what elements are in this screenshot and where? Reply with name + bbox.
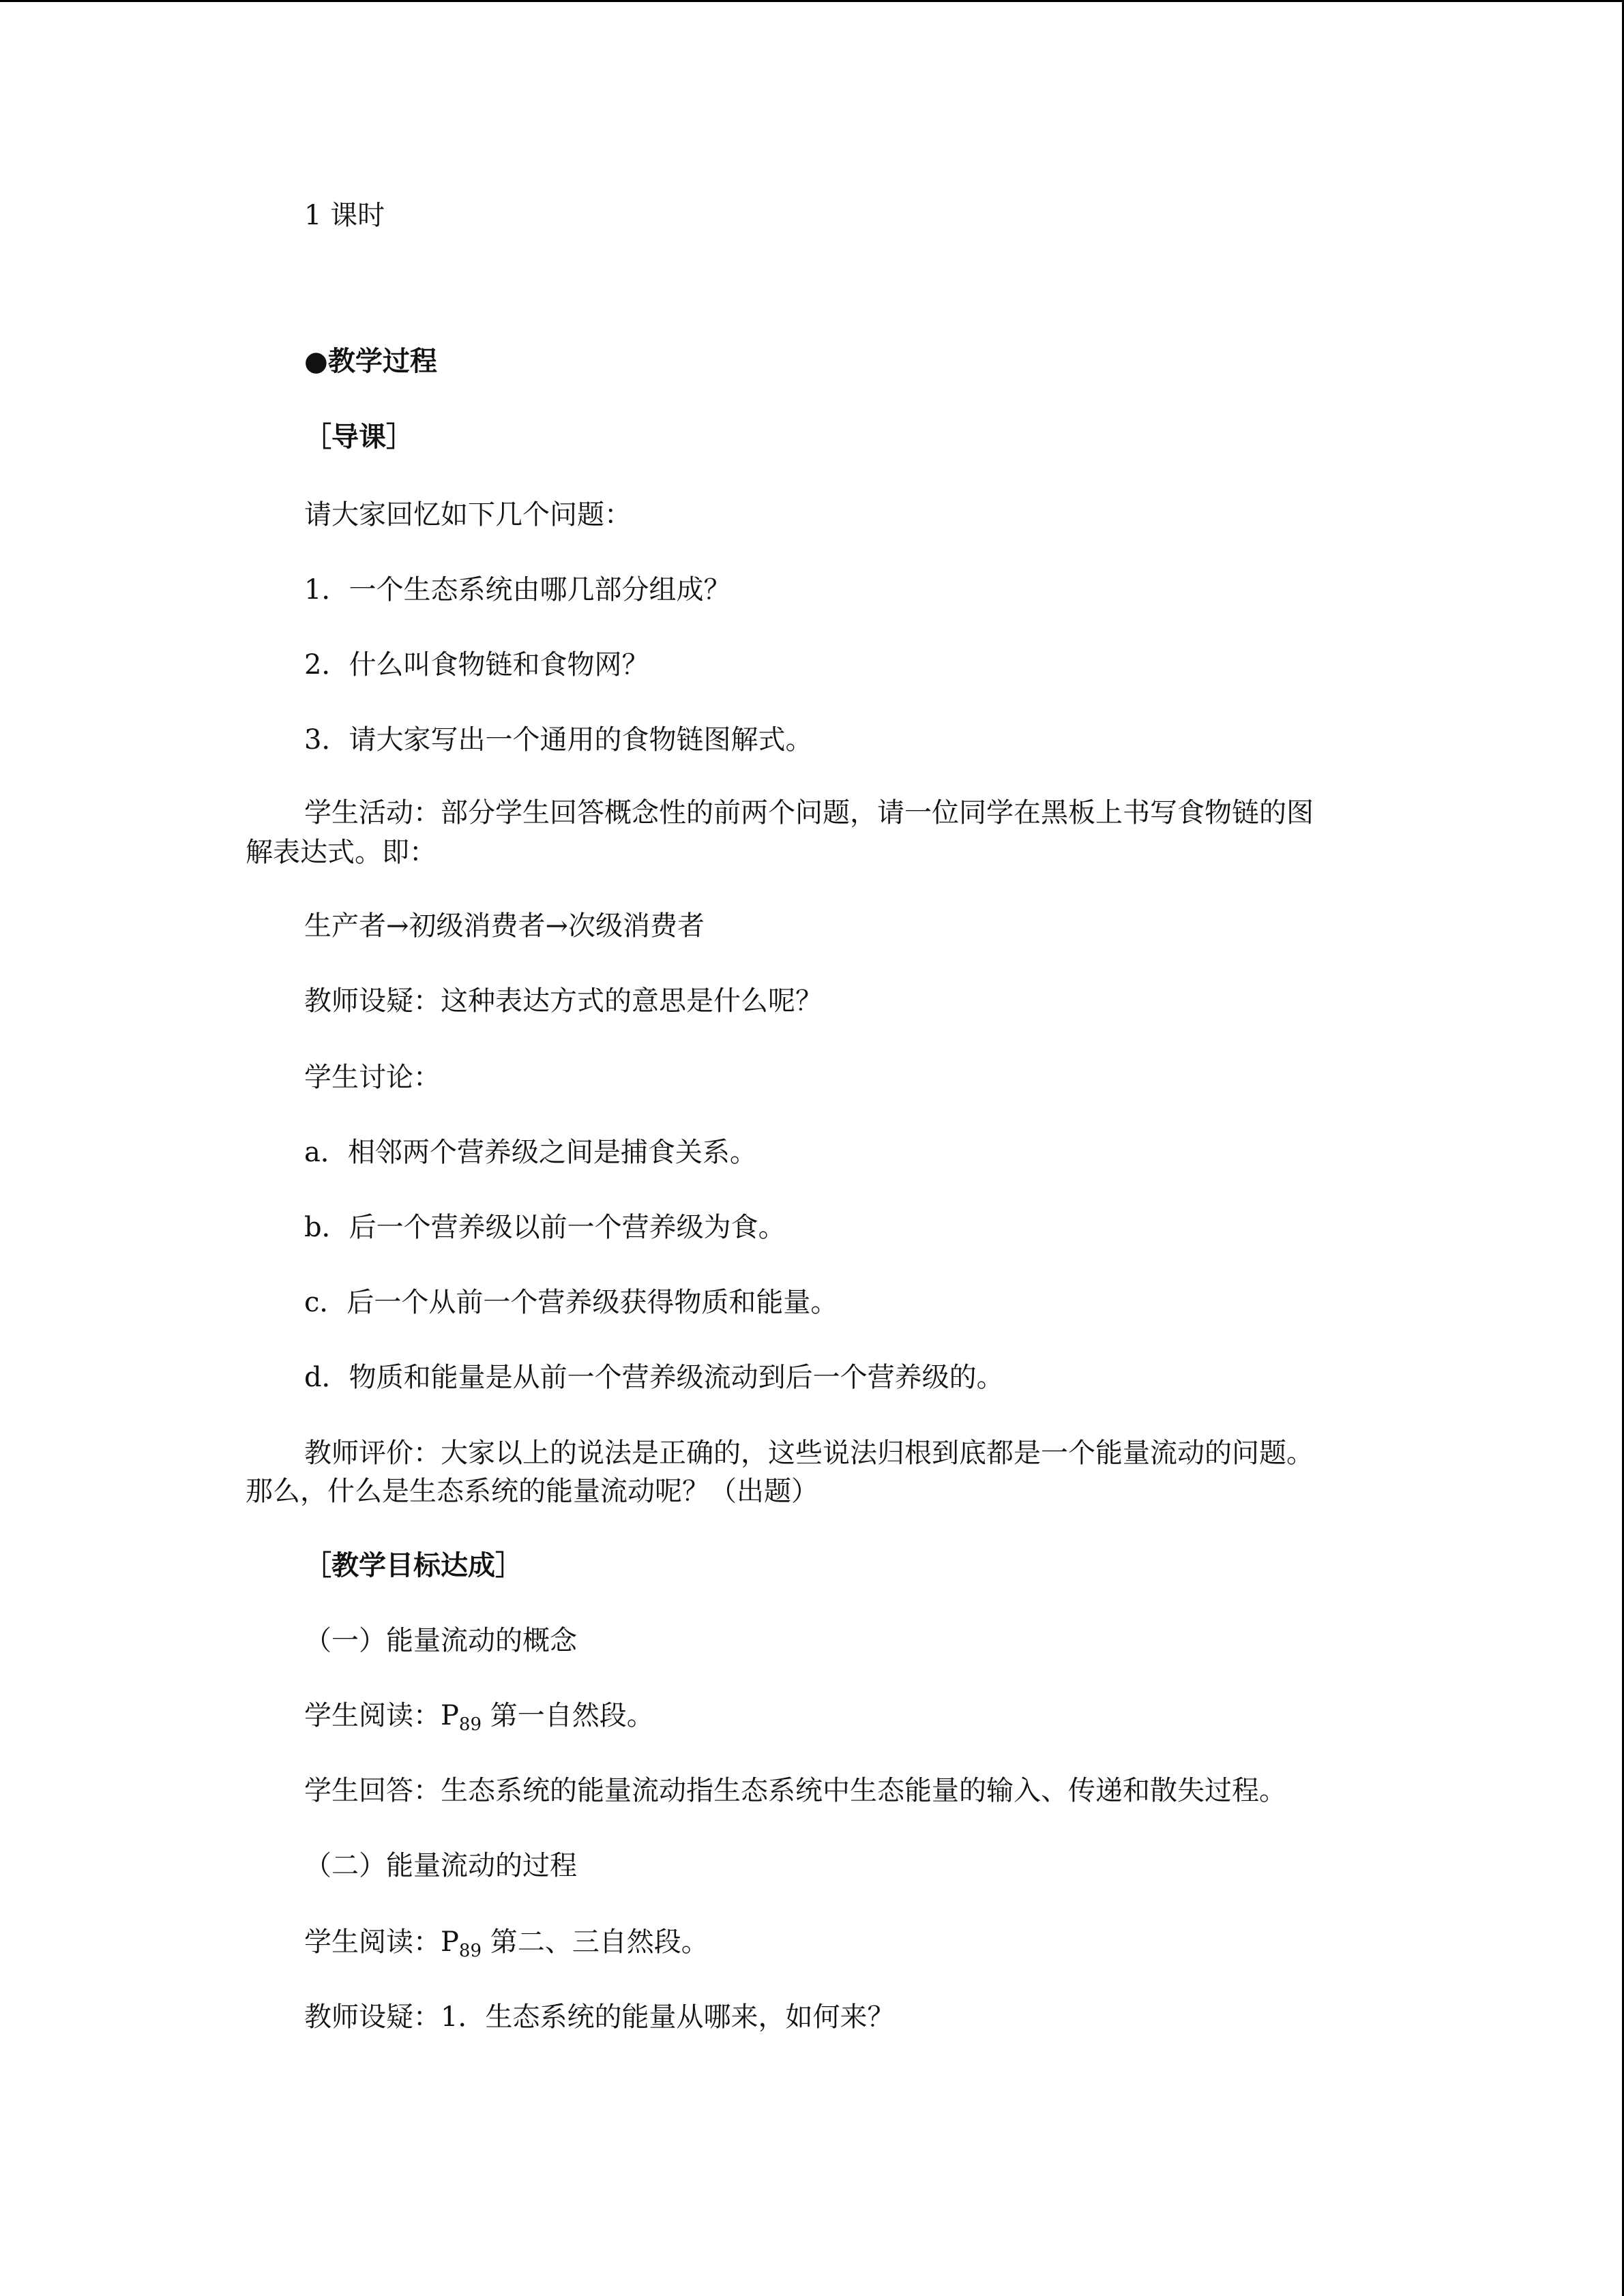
question-1: 1．一个生态系统由哪几部分组成？ bbox=[304, 574, 731, 606]
heading-teaching-goals: ［教学目标达成］ bbox=[304, 1549, 522, 1581]
reading1-page-subscript: 89 bbox=[458, 1714, 482, 1735]
part1-title: （一）能量流动的概念 bbox=[304, 1625, 577, 1656]
reading2-suffix: 第二、三自然段。 bbox=[482, 1926, 709, 1958]
food-chain-expression: 生产者→初级消费者→次级消费者 bbox=[304, 910, 705, 942]
part2-title: （二）能量流动的过程 bbox=[304, 1850, 577, 1881]
student-discussion-label: 学生讨论： bbox=[304, 1062, 441, 1093]
reading1-suffix: 第一自然段。 bbox=[482, 1700, 654, 1731]
student-reading-1 bbox=[304, 1697, 654, 1744]
page-top-border bbox=[0, 0, 1624, 2]
discussion-point-b: b．后一个营养级以前一个营养级为食。 bbox=[304, 1212, 786, 1243]
reading1-prefix: 学生阅读：P bbox=[304, 1700, 459, 1731]
student-reading-2 bbox=[304, 1923, 709, 1970]
teacher-question: 教师设疑：这种表达方式的意思是什么呢？ bbox=[304, 985, 823, 1017]
teacher-question-2: 教师设疑：1．生态系统的能量从哪来，如何来？ bbox=[304, 2001, 895, 2033]
discussion-point-a: a．相邻两个营养级之间是捕食关系。 bbox=[304, 1137, 757, 1168]
question-2: 2．什么叫食物链和食物网？ bbox=[304, 649, 649, 681]
reading2-prefix: 学生阅读：P bbox=[304, 1926, 459, 1958]
reading2-page-subscript: 89 bbox=[458, 1941, 482, 1961]
intro-prompt: 请大家回忆如下几个问题： bbox=[304, 499, 632, 531]
student-answer-1: 学生回答：生态系统的能量流动指生态系统中生态能量的输入、传递和散失过程。 bbox=[304, 1775, 1286, 1806]
student-activity-line1: 学生活动：部分学生回答概念性的前两个问题，请一位同学在黑板上书写食物链的图 bbox=[304, 797, 1314, 829]
teacher-evaluation-line2: 那么，什么是生态系统的能量流动呢？（出题） bbox=[246, 1476, 818, 1507]
student-activity-line2: 解表达式。即： bbox=[246, 837, 437, 868]
heading-intro: ［导课］ bbox=[304, 421, 413, 453]
discussion-point-d: d．物质和能量是从前一个营养级流动到后一个营养级的。 bbox=[304, 1362, 1004, 1393]
teacher-evaluation-line1: 教师评价：大家以上的说法是正确的，这些说法归根到底都是一个能量流动的问题。 bbox=[304, 1437, 1314, 1469]
discussion-point-c: c．后一个从前一个营养级获得物质和能量。 bbox=[304, 1287, 838, 1318]
lesson-duration: 1 课时 bbox=[304, 200, 385, 231]
question-3: 3．请大家写出一个通用的食物链图解式。 bbox=[304, 724, 813, 756]
section-heading-teaching-process: ●教学过程 bbox=[304, 345, 437, 377]
